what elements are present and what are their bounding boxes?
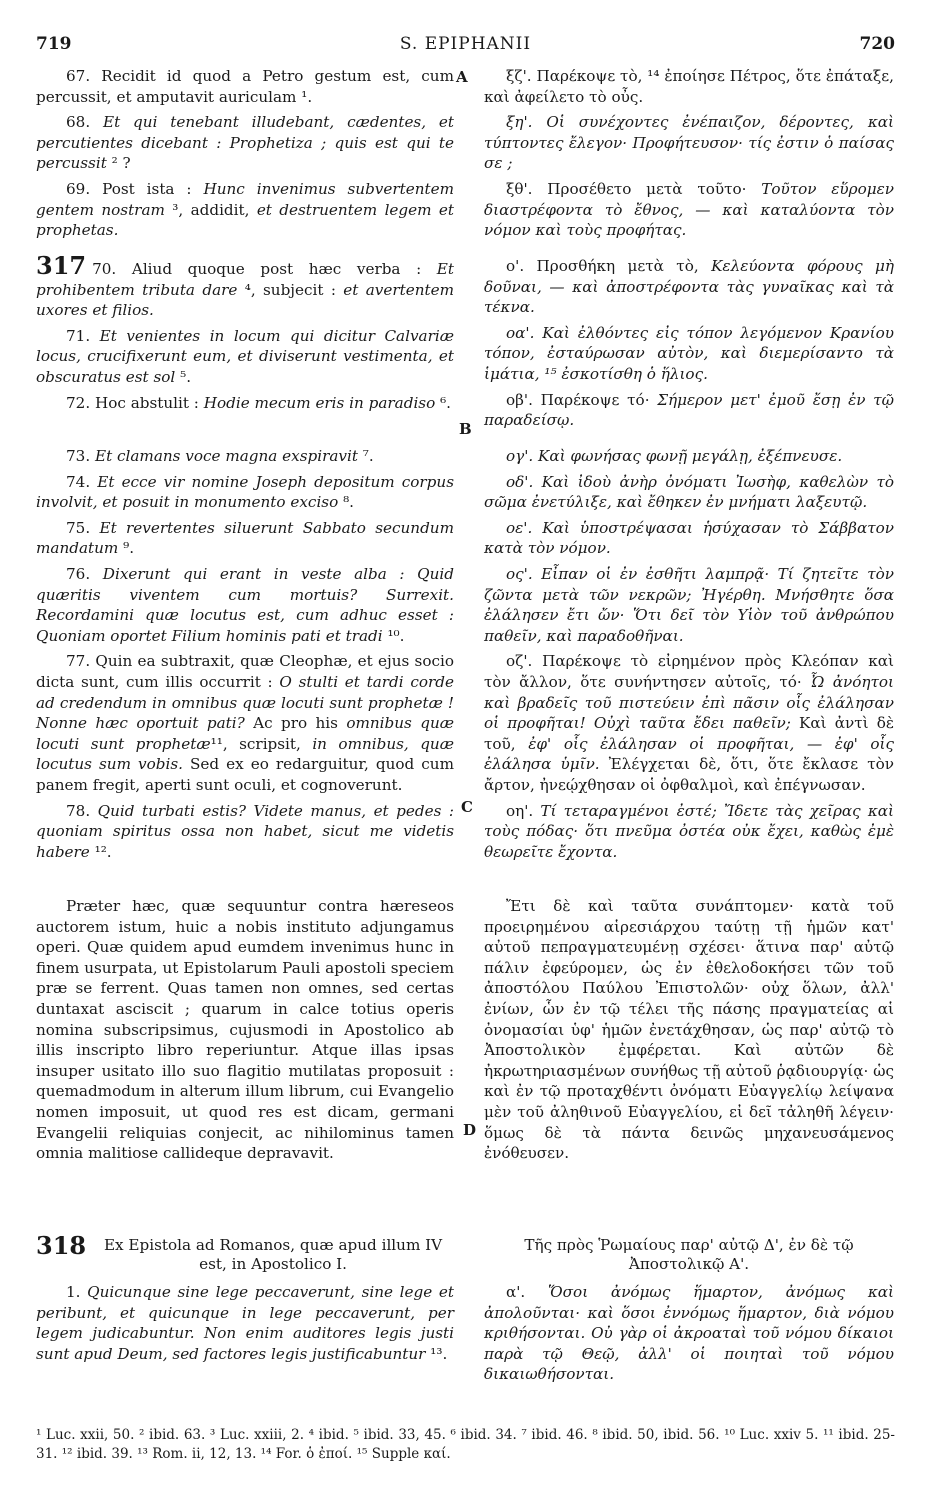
latin-para-71	[36, 326, 454, 388]
latin-para-praeter: Præter hæc, quæ sequuntur contra hæreseos auctorem istum, huic a nobis instituto adjungamus operi. Quæ quidem apud eumdem invenimus hunc in finem usurpata, ut Epistolarum Pauli apostoli speciem præ se ferrent. Quas tamen non omnes, sed certas duntaxat asciscit ; quarum in calce totius operis nomina subscripsimus, cujusmodi in Apostolico ab illis inscripto libro reperiuntur. Atque illas ipsas insuper usitato illo suo flagitio mutilatas proposuit : quemadmodum in alterum illum librum, cui Evangelio nomen imposuit, ut quod res est dicam, germani Evangelii reliquias conjecit, ac nihilominus tamen omnia malitiose callideque depravavit.	[36, 897, 454, 1163]
greek-para-71-quote: οα'. Καὶ ἐλθόντες εἰς τόπον λεγόμενον Κρανίου τόπον, ἐσταύρωσαν αὐτὸν, καὶ διεμερίσαντο τὰ ἱμάτια,	[484, 323, 894, 383]
greek-para-71	[484, 323, 894, 385]
latin-para-74-quote: Et ecce vir nomine Joseph depositum corpus involvit, et posuit in monumento exciso	[36, 472, 454, 512]
greek-para-rom-1-quote: Ὅσοι ἀνόμως ἥμαρτον, ἀνόμως καὶ ἀπολοῦνται· καὶ ὅσοι ἐννόμως ἥμαρτον, διὰ νόμου κριθήσονται. Οὐ γὰρ οἱ ἀκροαταὶ τοῦ νόμου δίκαιοι παρὰ τῷ Θεῷ, ἀλλ' οἱ ποιηταὶ τοῦ νόμου δικαιωθήσονται.	[484, 1283, 894, 1384]
greek-para-76: ος'. Εἶπαν οἱ ἐν ἐσθῆτι λαμπρᾷ· Τί ζητεῖτε τὸν ζῶντα μετὰ τῶν νεκρῶν; Ἠγέρθη. Μνήσθητε ὅσα ἐλάλησεν ἔτι ὤν· Ὅτι δεῖ τὸν Υἱὸν τοῦ ἀνθρώπου παθεῖν, καὶ παραδοθῆναι.	[484, 564, 894, 645]
latin-para-68	[36, 112, 454, 174]
greek-para-74: οδ'. Καὶ ἰδοὺ ἀνὴρ ὀνόματι Ἰωσὴφ, καθελὼν τὸ σῶμα ἐνετύλιξε, καὶ ἔθηκεν ἐν μνήματι λαξευτῷ.	[484, 472, 894, 512]
greek-para-73: ογ'. Καὶ φωνήσας φωνῇ μεγάλῃ, ἐξέπνευσε.	[506, 447, 843, 465]
greek-para-78	[484, 801, 894, 863]
latin-para-69-mid: ³, addidit,	[164, 200, 257, 219]
latin-block-praeter	[36, 896, 454, 1169]
latin-section-title: Ex Epistola ad Romanos, quæ apud illum IV est, in Apostolico I.	[103, 1236, 443, 1273]
latin-para-69-lead: 69. Post ista :	[66, 179, 204, 198]
greek-para-eti: Ἔτι δὲ καὶ ταῦτα συνάπτομεν· κατὰ τοῦ προειρημένου αἱρεσιάρχου ταύτῃ τῇ ἡμῶν κατ' αὐτοῦ πεπραγματευμένῃ σχέσει· ἅτινα παρ' αὐτῷ πάλιν ἐφεύρομεν, ὡς ἐν ἐθελοδοκήσει τῶν τοῦ ἀποστόλου Παύλου Ἐπιστολῶν· οὐχ ὅλων, ἀλλ' ἐνίων, ὧν ἐν τῷ τέλει τῆς πάσης πραγματείας αἱ ὀνομασίαι ὑφ' ἡμῶν ἐνετάχθησαν, ὡς παρ' αὐτῷ τὸ Ἀποστολικὸν ἐμφέρεται. Καὶ αὐτῶν δὲ ἠκρωτηριασμένων συνήθως τῇ αὐτοῦ ῥᾳδιουργίᾳ· ὡς καὶ ἐν τῷ προταχθέντι ὀνόματι Εὐαγγελίῳ λείψανα μὲν τοῦ ἀληθινοῦ Εὐαγγελίου, εἰ δεῖ τἀληθῆ λέγειν· ὅμως δὲ τὰ πάντα δεινῶς μηχανευσάμενος ἐνόθευσεν.	[484, 897, 894, 1163]
latin-para-70-quote: Et prohibentem tributa dare	[36, 260, 454, 299]
section-number-317: 317	[36, 251, 87, 280]
footnotes: ¹ Luc. xxii, 50. ² ibid. 63. ³ Luc. xxiii, 2. ⁴ ibid. ⁵ ibid. 33, 45. ⁶ ibid. 34. ⁷ ibid. 46. ⁸ ibid. 50, ibid. 56. ¹⁰ Luc. xxiv 5. ¹¹ ibid. 25-31. ¹² ibid. 39. ¹³ Rom. ii, 12, 13. ¹⁴ For. ὁ ἐποί. ¹⁵ Supple καί.	[36, 1427, 895, 1462]
latin-para-70-mid: ⁴, subjecit :	[237, 280, 344, 299]
greek-para-77	[484, 651, 894, 795]
latin-para-74-num: 74.	[66, 472, 98, 491]
greek-para-67: ξζ'. Παρέκοψε τὸ, ¹⁴ ἐποίησε Πέτρος, ὅτε ἐπάταξε, καὶ ἀφείλετο τὸ οὖς.	[484, 67, 894, 106]
latin-para-76	[36, 564, 454, 646]
page-header	[36, 34, 895, 58]
latin-para-74-note: ⁸.	[338, 493, 354, 512]
greek-para-75: οε'. Καὶ ὑποστρέψασαι ἡσύχασαν τὸ Σάββατον κατὰ τὸν νόμον.	[484, 518, 894, 558]
section-number-318: 318	[36, 1231, 87, 1260]
margin-marker-d: D	[463, 1121, 477, 1139]
latin-para-67: 67. Recidit id quod a Petro gestum est, cum percussit, et amputavit auriculam ¹.	[36, 67, 454, 106]
greek-para-77-quote: Ὦ ἀνόητοι καὶ βραδεῖς τοῦ πιστεύειν ἐπὶ πᾶσιν οἷς ἐλάλησαν οἱ προφῆται! Οὐχὶ ταῦτα ἔδει παθεῖν;	[484, 672, 894, 733]
latin-para-77-quote: O stulti et tardi corde ad credendum in omnibus quæ locuti sunt prophetæ ! Nonne hæc oportuit pati?	[36, 672, 454, 733]
greek-block-73-78	[484, 446, 894, 867]
latin-para-77-mid-2: ¹¹, scripsit,	[210, 734, 313, 753]
greek-para-70-lead: ο'. Προσθήκη μετὰ τὸ,	[506, 257, 712, 275]
latin-para-70-lead: 70. Aliud quoque post hæc verba :	[92, 260, 437, 278]
latin-para-77	[36, 651, 454, 795]
latin-section-heading	[36, 1231, 454, 1274]
greek-column	[484, 66, 894, 1426]
latin-para-75	[36, 518, 454, 559]
greek-section-title: Τῆς πρὸς Ῥωμαίους παρ' αὐτῷ Δ', ἐν δὲ τῷ Ἀποστολικῷ Α'.	[524, 1236, 854, 1273]
latin-para-78-num: 78.	[66, 801, 98, 820]
greek-para-69	[484, 179, 894, 241]
greek-para-rom-1-num: α'.	[506, 1283, 549, 1301]
latin-para-71-quote: Et venientes in locum qui dicitur Calvariæ locus, crucifixerunt eum, et diviserunt vestimenta, et obscuratus est sol	[36, 326, 455, 386]
latin-block-73-78	[36, 446, 454, 867]
margin-marker-b: B	[459, 420, 472, 438]
greek-para-72-lead: οβ'. Παρέκοψε τό·	[506, 390, 658, 409]
greek-para-71-tail: ¹⁵ ἐσκοτίσθη ὁ ἥλιος.	[539, 364, 708, 383]
latin-para-73-note: ⁷.	[357, 447, 374, 465]
greek-para-77-lead: οζ'. Παρέκοψε τὸ εἰρημένον πρὸς Κλεόπαν καὶ τὸν ἄλλον, ὅτε συνήντησεν αὐτοῖς, τό·	[484, 652, 894, 691]
latin-para-77-mid: Ac pro his	[244, 714, 347, 733]
latin-section-318	[36, 1231, 454, 1369]
latin-block-67-69	[36, 66, 454, 246]
latin-para-rom-1-quote: Quicunque sine lege peccaverunt, sine lege et peribunt, et quicunque in lege peccaverunt, per legem judicabuntur. Non enim auditores legis justi sunt apud Deum, sed factores legis justificabuntur	[36, 1283, 454, 1363]
latin-para-76-note: ¹⁰.	[382, 626, 405, 645]
greek-block-67-69	[484, 66, 894, 246]
latin-para-69-quote: Hunc invenimus subvertentem gentem nostram	[36, 179, 454, 219]
latin-para-68-num: 68.	[66, 113, 104, 132]
greek-para-78-quote: Τί τεταραγμένοι ἐστέ; Ἴδετε τὰς χεῖρας καὶ τοὺς πόδας· ὅτι πνεῦμα ὀστέα οὐκ ἔχει, καθὼς ἐμὲ θεωρεῖτε ἔχοντα.	[484, 801, 894, 861]
latin-para-73	[36, 446, 454, 467]
latin-para-rom-1-note: ¹³.	[425, 1344, 448, 1363]
latin-para-77-quote-2: omnibus quæ locuti sunt prophetæ	[36, 714, 454, 753]
greek-block-eti	[484, 896, 894, 1169]
latin-para-77-lead: 77. Quin ea subtraxit, quæ Cleophæ, et ejus socio dicta sunt, cum illis occurrit :	[36, 652, 454, 691]
greek-para-68: ξη'. Οἱ συνέχοντες ἐνέπαιζον, δέροντες, καὶ τύπτοντες ἔλεγον· Προφήτευσον· τίς ἐστιν ὁ παίσας σε ;	[484, 113, 894, 173]
greek-para-70	[484, 256, 894, 318]
latin-para-73-num: 73.	[66, 447, 95, 465]
right-page-number: 720	[859, 34, 895, 54]
latin-para-75-num: 75.	[66, 518, 100, 537]
latin-column	[36, 66, 454, 1426]
greek-section-318	[484, 1236, 894, 1390]
greek-para-rom-1	[484, 1282, 894, 1385]
greek-para-78-num: οη'.	[506, 801, 541, 820]
margin-marker-c: C	[461, 798, 473, 816]
latin-para-72-note: ⁶.	[435, 393, 451, 412]
latin-para-78-quote: Quid turbati estis? Videte manus, et pedes : quoniam spiritus ossa non habet, sicut me videtis habere	[36, 801, 455, 861]
latin-para-76-num: 76.	[66, 564, 103, 583]
latin-block-70-72	[36, 251, 455, 418]
latin-para-70-quote-2: et avertentem uxores et filios.	[36, 280, 454, 320]
greek-para-72-quote: Σήμερον μετ' ἐμοῦ ἔσῃ ἐν τῷ παραδείσῳ.	[484, 390, 894, 430]
greek-para-72	[484, 390, 894, 431]
running-title: S. EPIPHANII	[399, 34, 532, 54]
greek-block-70-72	[484, 256, 894, 436]
latin-para-68-note: ² ?	[106, 154, 131, 173]
latin-para-70	[36, 251, 454, 321]
greek-para-69-lead: ξθ'. Προσέθετο μετὰ τοῦτο·	[506, 179, 762, 198]
latin-para-69-quote-2: et destruentem legem et prophetas.	[36, 200, 454, 240]
latin-para-68-quote: Et qui tenebant illudebant, cædentes, et percutientes dicebant : Prophetiza ; quis est qui te percussit	[36, 113, 454, 173]
latin-para-74	[36, 472, 454, 513]
latin-para-75-quote: Et revertentes siluerunt Sabbato secundum mandatum	[36, 518, 454, 558]
latin-para-72-quote: Hodie mecum eris in paradiso	[203, 393, 436, 412]
latin-para-72-lead: 72. Hoc abstulit :	[66, 393, 204, 412]
latin-para-71-num: 71.	[66, 326, 100, 345]
left-page-number: 719	[36, 34, 72, 54]
greek-para-77-mid: Καὶ ἀντὶ δὲ τοῦ,	[484, 714, 894, 753]
greek-para-70-quote: Κελεύοντα φόρους μὴ δοῦναι, — καὶ ἀποστρέφοντα τὰς γυναῖκας καὶ τὰ τέκνα.	[484, 257, 894, 317]
greek-para-77-quote-2: ἐφ' οἷς ἐλάλησαν οἱ προφῆται, — ἐφ' οἷς ἐλάλησα ὑμῖν.	[484, 734, 894, 774]
latin-para-71-note: ⁵.	[175, 367, 192, 386]
latin-para-72	[36, 393, 454, 414]
latin-para-73-quote: Et clamans voce magna exspiravit	[94, 447, 358, 465]
latin-para-78-note: ¹².	[89, 842, 112, 861]
latin-para-69	[36, 179, 454, 241]
margin-marker-a: A	[456, 68, 468, 86]
latin-para-78	[36, 801, 454, 863]
latin-para-77-quote-3: in omnibus, quæ locutus sum vobis.	[36, 734, 454, 774]
latin-para-75-note: ⁹.	[118, 539, 135, 558]
greek-para-77-tail: Ἐλέγχεται δὲ, ὅτι, ὅτε ἔκλασε τὸν ἄρτον, ἠνεῴχθησαν οἱ ὀφθαλμοὶ, καὶ ἐπέγνωσαν.	[484, 755, 894, 794]
latin-para-rom-1-num: 1.	[66, 1283, 88, 1301]
latin-para-76-quote: Dixerunt qui erant in veste alba : Quid quæritis viventem cum mortuis? Surrexit. Recordamini quæ locutus est, cum adhuc esset : Quoniam oportet Filium hominis pati et tradi	[36, 564, 454, 645]
greek-para-69-quote: Τοῦτον εὕρομεν διαστρέφοντα τὸ ἔθνος, — καὶ καταλύοντα τὸν νόμον καὶ τοὺς προφήτας.	[484, 179, 894, 240]
latin-para-77-tail: Sed ex eo redarguitur, quod cum panem fregit, aperti sunt oculi, et cognoverunt.	[36, 755, 454, 794]
latin-para-rom-1	[36, 1282, 454, 1364]
